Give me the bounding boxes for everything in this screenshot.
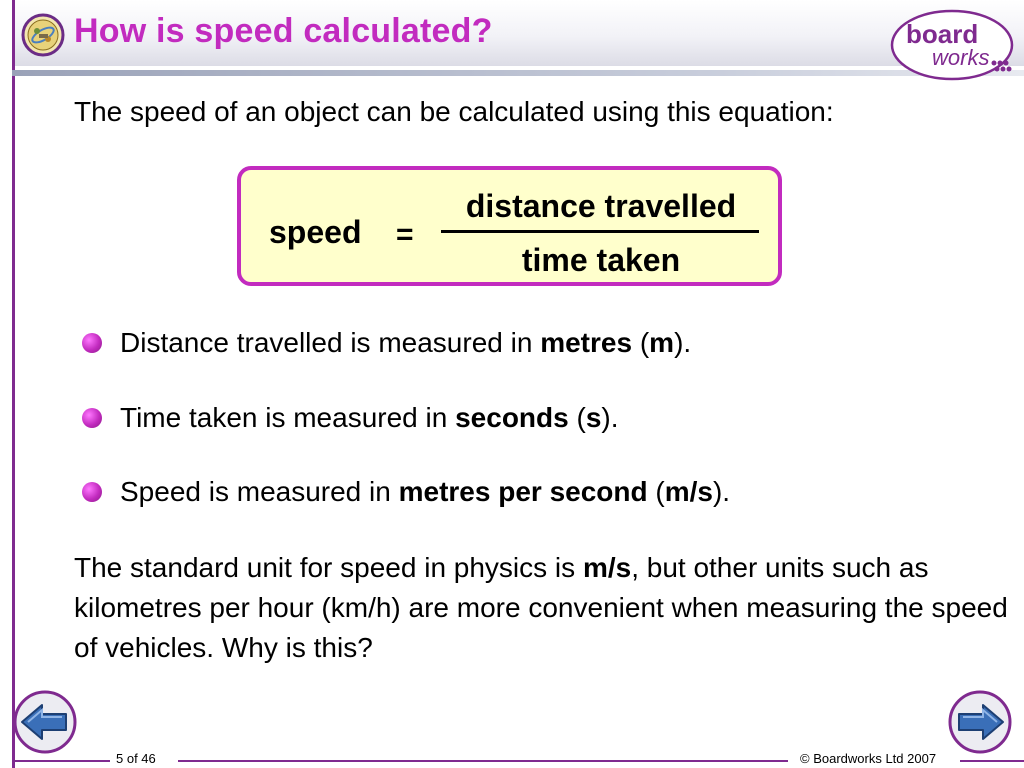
physics-badge-icon	[21, 13, 65, 57]
bullet-item	[82, 327, 691, 359]
equation-box	[237, 166, 782, 286]
equation-denominator: time taken	[521, 242, 681, 278]
bullet-dot-icon	[82, 333, 102, 353]
left-border	[12, 0, 15, 768]
boardworks-logo[interactable]	[888, 5, 1020, 85]
fraction-bar	[441, 230, 759, 233]
bullet-text: Time taken is measured in seconds (s).	[120, 402, 619, 433]
copyright-notice: © Boardworks Ltd 2007	[796, 751, 940, 766]
equation-lhs: speed	[269, 214, 362, 250]
bullet-item	[82, 476, 730, 508]
page-title: How is speed calculated?	[74, 12, 493, 50]
prev-slide-button[interactable]	[12, 689, 78, 755]
footer-rule	[178, 760, 788, 762]
footer-rule	[960, 760, 1024, 762]
bullet-dot-icon	[82, 408, 102, 428]
intro-text: The speed of an object can be calculated using this equation:	[74, 96, 834, 127]
next-slide-button[interactable]	[947, 689, 1013, 755]
bullet-text: Distance travelled is measured in metres (m).	[120, 327, 692, 358]
equation-numerator: distance travelled	[465, 188, 737, 224]
equation-equals: =	[396, 218, 414, 251]
bullet-item	[82, 402, 619, 434]
title-underline	[12, 70, 1024, 76]
page-counter: 5 of 46	[112, 751, 160, 766]
logo-word-works: works	[932, 45, 990, 70]
bullet-text: Speed is measured in metres per second (m/s).	[120, 476, 731, 507]
logo-word-board: board	[906, 19, 979, 49]
bullet-dot-icon	[82, 482, 102, 502]
footer-rule	[12, 760, 110, 762]
closing-paragraph: The standard unit for speed in physics is m/s, but other units such as kilometres per hour (km/h) are more convenient when measuring the speed of vehicles. Why is this?	[74, 552, 1008, 663]
